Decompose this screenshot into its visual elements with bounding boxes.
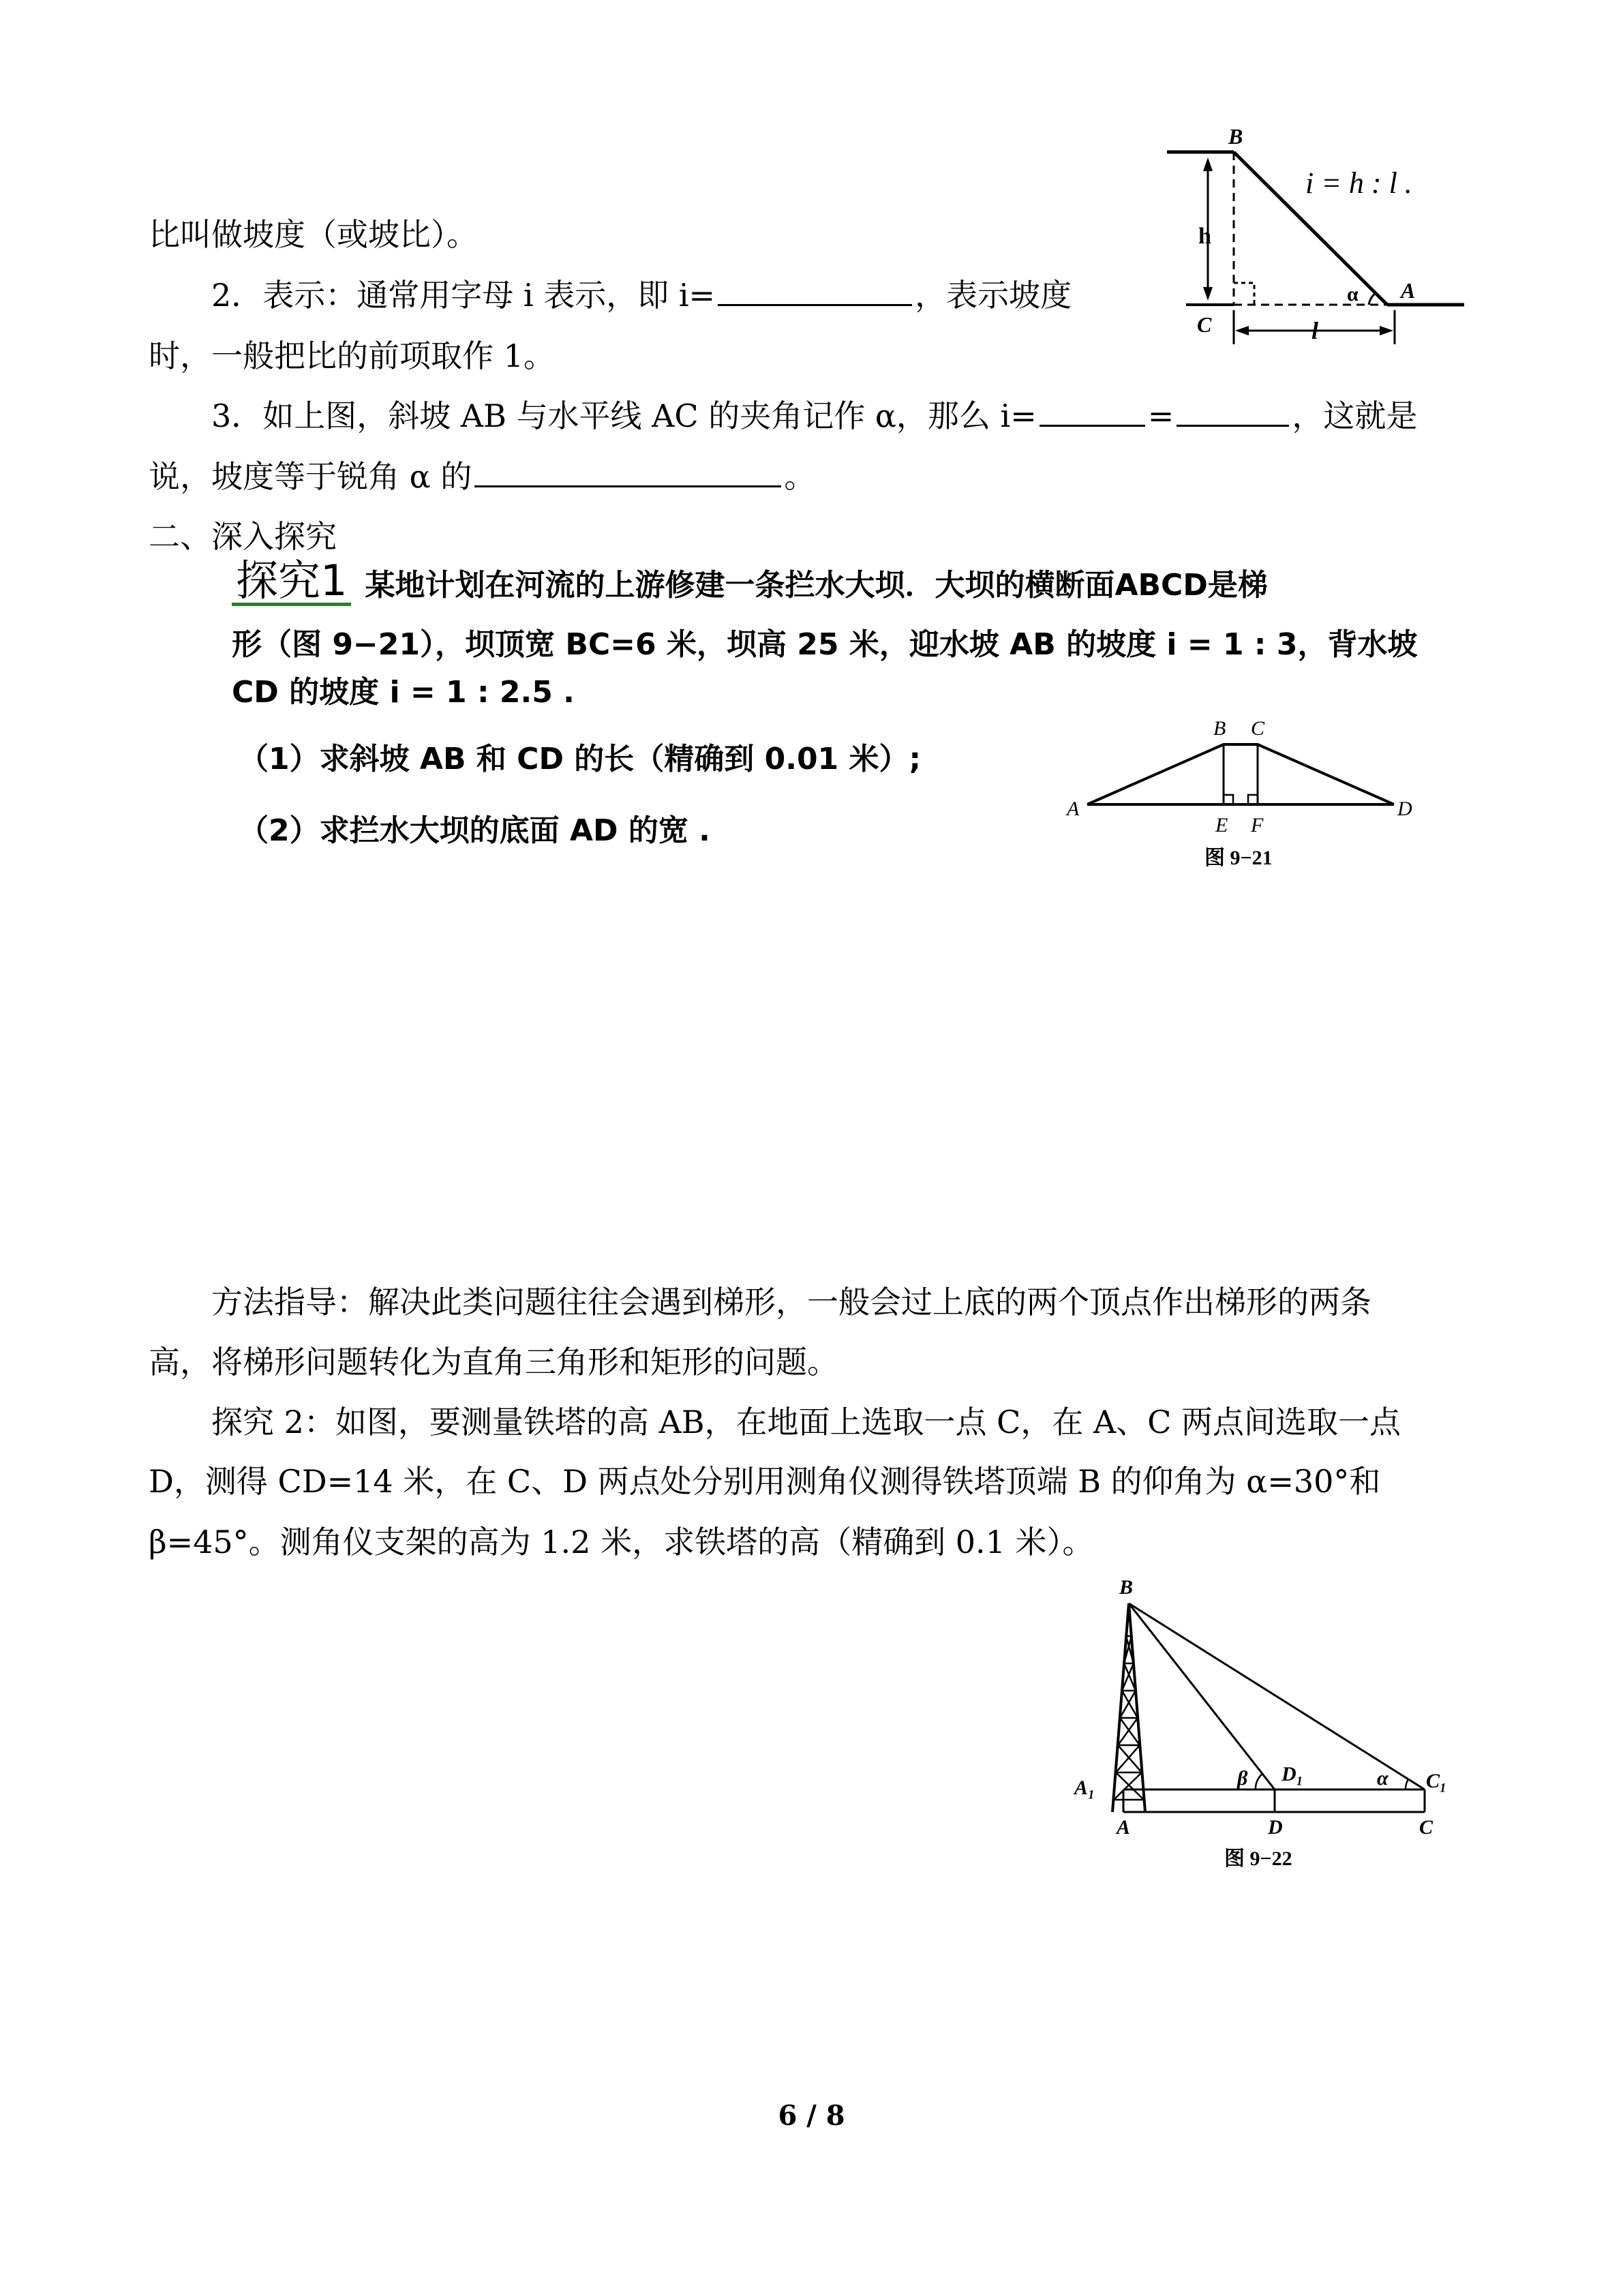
explore2-line-2: D，测得 CD=14 米，在 C、D 两点处分别用测角仪测得铁塔顶端 B 的仰角为 α=30°和 xyxy=(149,1463,1381,1500)
text-line-2 xyxy=(211,275,1072,316)
explore1-line-2: 形（图 9−21），坝顶宽 BC=6 米，坝高 25 米，迎水坡 AB 的坡度 i = 1 : 3，背水坡 xyxy=(232,627,1418,662)
section-heading: 二、深入探究 xyxy=(149,518,337,555)
explore1-question-1: （1）求斜坡 AB 和 CD 的长（精确到 0.01 米）; xyxy=(239,742,922,776)
tower-label-a: A xyxy=(1117,1816,1131,1839)
slope-label-h: h xyxy=(1198,224,1211,249)
explore2-line-1: 探究 2：如图，要测量铁塔的高 AB，在地面上选取一点 C，在 A、C 两点间选取一点 xyxy=(211,1404,1401,1440)
dam-label-b: B xyxy=(1213,717,1226,740)
text-line-5b: 。 xyxy=(784,458,816,495)
slope-formula: i = h : l . xyxy=(1305,166,1412,200)
tower-label-b: B xyxy=(1119,1576,1134,1599)
explore1-line-3: CD 的坡度 i = 1 : 2.5 . xyxy=(232,675,575,710)
slope-label-b: B xyxy=(1228,124,1243,149)
tower-figure xyxy=(1063,1568,1472,1882)
slope-label-c: C xyxy=(1197,312,1212,337)
tower-label-d1: D₁ xyxy=(1281,1763,1304,1785)
dam-figure xyxy=(1060,709,1414,879)
slope-label-a: A xyxy=(1401,278,1416,303)
slope-label-alpha: α xyxy=(1347,283,1359,305)
explore1-text-1: 某地计划在河流的上游修建一条拦水大坝．大坝的横断面ABCD是梯 xyxy=(365,568,1268,603)
dam-label-c: C xyxy=(1251,717,1265,740)
text-line-4 xyxy=(211,395,1417,436)
text-line-3: 时，一般把比的前项取作 1。 xyxy=(149,337,555,374)
method-line-2: 高，将梯形问题转化为直角三角形和矩形的问题。 xyxy=(149,1344,838,1380)
tower-label-d: D xyxy=(1268,1816,1283,1839)
dam-label-f: F xyxy=(1251,814,1264,836)
explore1-question-2: （2）求拦水大坝的底面 AD 的宽 . xyxy=(239,813,710,848)
tower-caption: 图 9−22 xyxy=(1224,1847,1292,1870)
tower-label-c: C xyxy=(1419,1816,1434,1839)
page-number: 6 / 8 xyxy=(778,2100,845,2132)
dam-label-d: D xyxy=(1397,798,1412,820)
text-line-4a: 3．如上图，斜坡 AB 与水平线 AC 的夹角记作 α，那么 i= xyxy=(211,397,1037,434)
text-line-4b: = xyxy=(1147,397,1174,434)
explore1-tag: 探究1 xyxy=(232,559,351,606)
explore1-line-1 xyxy=(232,556,1268,606)
blank-ratio-1 xyxy=(1040,397,1145,427)
blank-i-definition xyxy=(718,277,912,306)
text-line-2a: 2．表示：通常用字母 i 表示，即 i= xyxy=(211,277,716,314)
dam-caption: 图 9−21 xyxy=(1204,847,1273,869)
blank-tangent xyxy=(474,458,781,487)
text-line-1: 比叫做坡度（或坡比）。 xyxy=(149,216,478,253)
dam-label-e: E xyxy=(1215,814,1228,836)
blank-ratio-2 xyxy=(1177,397,1289,427)
slope-figure xyxy=(1159,119,1472,351)
text-line-5 xyxy=(149,456,815,497)
tower-label-c1: C₁ xyxy=(1426,1770,1447,1792)
tower-label-beta: β xyxy=(1237,1767,1248,1789)
dam-label-a: A xyxy=(1067,798,1080,820)
text-line-4c: ，这就是 xyxy=(1292,397,1418,434)
tower-label-alpha: α xyxy=(1377,1767,1389,1789)
tower-label-a1: A₁ xyxy=(1074,1777,1095,1799)
method-line-1: 方法指导：解决此类问题往往会遇到梯形，一般会过上底的两个顶点作出梯形的两条 xyxy=(211,1284,1371,1320)
text-line-5a: 说，坡度等于锐角 α 的 xyxy=(149,458,472,495)
text-line-2b: ，表示坡度 xyxy=(915,277,1072,314)
explore2-line-3: β=45°。测角仪支架的高为 1.2 米，求铁塔的高（精确到 0.1 米）。 xyxy=(149,1524,1094,1560)
slope-label-l: l xyxy=(1311,317,1319,344)
